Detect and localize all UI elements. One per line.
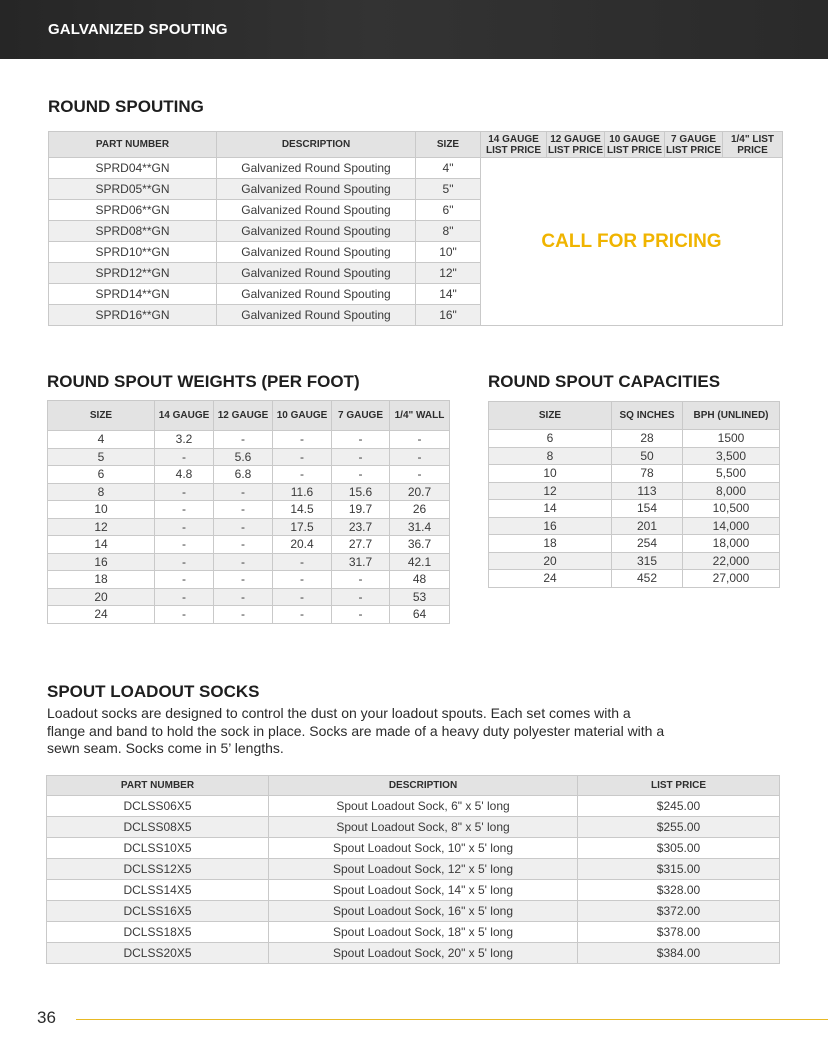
gauge-7-cell: - (332, 448, 390, 466)
size-cell: 16 (48, 553, 155, 571)
table-row (48, 553, 450, 571)
table-row (489, 517, 780, 535)
gauge-10-cell: - (273, 588, 332, 606)
description-cell: Spout Loadout Sock, 8" x 5' long (269, 817, 578, 838)
bph-cell: 1500 (683, 430, 780, 448)
gauge-7-cell: 31.7 (332, 553, 390, 571)
bph-cell: 18,000 (683, 535, 780, 553)
description-cell: Spout Loadout Sock, 20" x 5' long (269, 943, 578, 964)
socks-header-row (47, 776, 780, 796)
gauge-7-cell: 27.7 (332, 536, 390, 554)
table-row (47, 859, 780, 880)
bph-cell: 5,500 (683, 465, 780, 483)
gauge-14-cell: 4.8 (155, 466, 214, 484)
description-cell: Spout Loadout Sock, 12" x 5' long (269, 859, 578, 880)
gauge-7-cell: 19.7 (332, 501, 390, 519)
sq-inches-cell: 28 (612, 430, 683, 448)
gauge-14-cell: 3.2 (155, 431, 214, 449)
table-row (48, 606, 450, 624)
col-sq-inches: SQ INCHES (612, 402, 683, 430)
quarter-wall-cell: 20.7 (390, 483, 450, 501)
gauge-10-cell: - (273, 606, 332, 624)
description-cell: Galvanized Round Spouting (217, 221, 416, 242)
bph-cell: 8,000 (683, 482, 780, 500)
call-for-pricing: CALL FOR PRICING (481, 158, 783, 326)
capacities-title: ROUND SPOUT CAPACITIES (488, 372, 721, 391)
list-price-cell: $255.00 (578, 817, 780, 838)
size-cell: 8 (48, 483, 155, 501)
capacities-header-row (489, 402, 780, 430)
size-cell: 18 (48, 571, 155, 589)
gauge-7-cell: 15.6 (332, 483, 390, 501)
size-cell: 14 (489, 500, 612, 518)
gauge-14-cell: - (155, 553, 214, 571)
gauge-12-cell: - (214, 553, 273, 571)
socks-description: Loadout socks are designed to control the dust on your loadout spouts. Each set comes with a flange and band to hold the sock in place. Socks are made of a heavy duty polyester material with a sewn seam. Socks come in 5’ lengths. (47, 705, 665, 756)
size-cell: 14" (416, 284, 481, 305)
col-quarter-inch-wall: 1/4" WALL (390, 401, 450, 431)
gauge-12-cell: - (214, 571, 273, 589)
table-row (489, 465, 780, 483)
col-size: SIZE (489, 402, 612, 430)
table-row (489, 570, 780, 588)
description-cell: Galvanized Round Spouting (217, 242, 416, 263)
table-row (47, 922, 780, 943)
col-12-gauge: 12 GAUGE (214, 401, 273, 431)
gauge-14-cell: - (155, 536, 214, 554)
size-cell: 10" (416, 242, 481, 263)
part-number-cell: DCLSS20X5 (47, 943, 269, 964)
gauge-14-cell: - (155, 588, 214, 606)
part-number-cell: SPRD08**GN (49, 221, 217, 242)
gauge-10-cell: 17.5 (273, 518, 332, 536)
size-cell: 5" (416, 179, 481, 200)
col-10-gauge: 10 GAUGE (273, 401, 332, 431)
size-cell: 6 (489, 430, 612, 448)
list-price-cell: $378.00 (578, 922, 780, 943)
size-cell: 8 (489, 447, 612, 465)
gauge-7-cell: - (332, 431, 390, 449)
col-description: DESCRIPTION (269, 776, 578, 796)
sq-inches-cell: 113 (612, 482, 683, 500)
table-row (48, 571, 450, 589)
gauge-7-cell: - (332, 606, 390, 624)
table-row (47, 943, 780, 964)
sq-inches-cell: 452 (612, 570, 683, 588)
col-14-gauge: 14 GAUGE (155, 401, 214, 431)
list-price-cell: $372.00 (578, 901, 780, 922)
bph-cell: 22,000 (683, 552, 780, 570)
size-cell: 8" (416, 221, 481, 242)
quarter-wall-cell: - (390, 466, 450, 484)
weights-table (47, 400, 450, 624)
size-cell: 24 (489, 570, 612, 588)
description-cell: Galvanized Round Spouting (217, 179, 416, 200)
round-spouting-header-row (49, 132, 783, 158)
part-number-cell: SPRD12**GN (49, 263, 217, 284)
gauge-7-cell: 23.7 (332, 518, 390, 536)
col-12-gauge-price: 12 GAUGE LIST PRICE (547, 133, 603, 156)
gauge-7-cell: - (332, 571, 390, 589)
socks-title: SPOUT LOADOUT SOCKS (47, 682, 260, 701)
description-cell: Galvanized Round Spouting (217, 263, 416, 284)
gauge-12-cell: - (214, 536, 273, 554)
gauge-14-cell: - (155, 606, 214, 624)
part-number-cell: SPRD06**GN (49, 200, 217, 221)
part-number-cell: SPRD10**GN (49, 242, 217, 263)
col-description: DESCRIPTION (217, 132, 416, 158)
table-row (47, 796, 780, 817)
size-cell: 10 (489, 465, 612, 483)
description-cell: Spout Loadout Sock, 16" x 5' long (269, 901, 578, 922)
description-cell: Spout Loadout Sock, 14" x 5' long (269, 880, 578, 901)
col-size: SIZE (48, 401, 155, 431)
sq-inches-cell: 315 (612, 552, 683, 570)
bph-cell: 27,000 (683, 570, 780, 588)
description-cell: Galvanized Round Spouting (217, 158, 416, 179)
quarter-wall-cell: 42.1 (390, 553, 450, 571)
part-number-cell: DCLSS16X5 (47, 901, 269, 922)
size-cell: 4 (48, 431, 155, 449)
col-part-number: PART NUMBER (49, 132, 217, 158)
col-10-gauge-price: 10 GAUGE LIST PRICE (605, 132, 665, 158)
table-row (489, 447, 780, 465)
sq-inches-cell: 50 (612, 447, 683, 465)
quarter-wall-cell: - (390, 448, 450, 466)
table-row (489, 430, 780, 448)
gauge-7-cell: - (332, 588, 390, 606)
table-row (47, 838, 780, 859)
page-header-title: GALVANIZED SPOUTING (48, 21, 228, 38)
table-row (489, 552, 780, 570)
table-row (48, 448, 450, 466)
round-spouting-table (48, 131, 783, 326)
table-row (47, 901, 780, 922)
capacities-table (488, 401, 780, 588)
size-cell: 6 (48, 466, 155, 484)
part-number-cell: SPRD14**GN (49, 284, 217, 305)
description-cell: Spout Loadout Sock, 6" x 5' long (269, 796, 578, 817)
description-cell: Galvanized Round Spouting (217, 305, 416, 326)
sq-inches-cell: 254 (612, 535, 683, 553)
list-price-cell: $305.00 (578, 838, 780, 859)
weights-header-row (48, 401, 450, 431)
size-cell: 12 (48, 518, 155, 536)
table-row (48, 588, 450, 606)
gauge-10-cell: - (273, 571, 332, 589)
sq-inches-cell: 78 (612, 465, 683, 483)
table-row (48, 518, 450, 536)
bph-cell: 14,000 (683, 517, 780, 535)
quarter-wall-cell: 36.7 (390, 536, 450, 554)
col-part-number: PART NUMBER (47, 776, 269, 796)
gauge-14-cell: - (155, 448, 214, 466)
socks-table (46, 775, 780, 964)
gauge-12-cell: 5.6 (214, 448, 273, 466)
sq-inches-cell: 201 (612, 517, 683, 535)
list-price-cell: $328.00 (578, 880, 780, 901)
size-cell: 16" (416, 305, 481, 326)
table-row (47, 817, 780, 838)
description-cell: Galvanized Round Spouting (217, 200, 416, 221)
gauge-12-cell: - (214, 483, 273, 501)
quarter-wall-cell: - (390, 431, 450, 449)
quarter-wall-cell: 48 (390, 571, 450, 589)
description-cell: Galvanized Round Spouting (217, 284, 416, 305)
part-number-cell: SPRD16**GN (49, 305, 217, 326)
gauge-12-cell: 6.8 (214, 466, 273, 484)
gauge-10-cell: 14.5 (273, 501, 332, 519)
gauge-10-cell: 20.4 (273, 536, 332, 554)
size-cell: 12" (416, 263, 481, 284)
col-quarter-inch-price: 1/4" LIST PRICE (723, 132, 783, 158)
size-cell: 14 (48, 536, 155, 554)
list-price-cell: $245.00 (578, 796, 780, 817)
quarter-wall-cell: 31.4 (390, 518, 450, 536)
table-row (48, 483, 450, 501)
size-cell: 24 (48, 606, 155, 624)
round-spouting-title: ROUND SPOUTING (48, 97, 204, 116)
part-number-cell: SPRD04**GN (49, 158, 217, 179)
col-list-price: LIST PRICE (578, 776, 780, 796)
table-row (48, 536, 450, 554)
gauge-7-cell: - (332, 466, 390, 484)
gauge-10-cell: - (273, 448, 332, 466)
col-7-gauge: 7 GAUGE (332, 401, 390, 431)
part-number-cell: SPRD05**GN (49, 179, 217, 200)
size-cell: 4" (416, 158, 481, 179)
gauge-12-cell: - (214, 606, 273, 624)
gauge-14-cell: - (155, 483, 214, 501)
bph-cell: 3,500 (683, 447, 780, 465)
part-number-cell: DCLSS08X5 (47, 817, 269, 838)
size-cell: 20 (48, 588, 155, 606)
size-cell: 18 (489, 535, 612, 553)
part-number-cell: DCLSS14X5 (47, 880, 269, 901)
description-cell: Spout Loadout Sock, 10" x 5' long (269, 838, 578, 859)
part-number-cell: DCLSS18X5 (47, 922, 269, 943)
gauge-12-cell: - (214, 588, 273, 606)
size-cell: 12 (489, 482, 612, 500)
gauge-14-cell: - (155, 518, 214, 536)
quarter-wall-cell: 53 (390, 588, 450, 606)
gauge-14-cell: - (155, 571, 214, 589)
table-row (489, 500, 780, 518)
size-cell: 6" (416, 200, 481, 221)
sq-inches-cell: 154 (612, 500, 683, 518)
page-header-bar (0, 0, 828, 59)
table-row (47, 880, 780, 901)
part-number-cell: DCLSS06X5 (47, 796, 269, 817)
table-row (48, 501, 450, 519)
part-number-cell: DCLSS12X5 (47, 859, 269, 880)
quarter-wall-cell: 64 (390, 606, 450, 624)
gauge-10-cell: 11.6 (273, 483, 332, 501)
table-row (489, 535, 780, 553)
col-size: SIZE (416, 132, 481, 158)
col-bph-unlined: BPH (UNLINED) (683, 402, 780, 430)
gauge-12-cell: - (214, 501, 273, 519)
table-row (48, 466, 450, 484)
bph-cell: 10,500 (683, 500, 780, 518)
table-row (489, 482, 780, 500)
col-7-gauge-price: 7 GAUGE LIST PRICE (665, 133, 721, 156)
quarter-wall-cell: 26 (390, 501, 450, 519)
col-14-gauge-price: 14 GAUGE LIST PRICE (481, 132, 547, 158)
weights-title: ROUND SPOUT WEIGHTS (PER FOOT) (47, 372, 360, 391)
gauge-10-cell: - (273, 553, 332, 571)
size-cell: 5 (48, 448, 155, 466)
list-price-cell: $315.00 (578, 859, 780, 880)
table-row (49, 158, 783, 179)
size-cell: 16 (489, 517, 612, 535)
footer-rule (76, 1019, 828, 1020)
size-cell: 20 (489, 552, 612, 570)
gauge-12-cell: - (214, 518, 273, 536)
gauge-14-cell: - (155, 501, 214, 519)
gauge-10-cell: - (273, 431, 332, 449)
size-cell: 10 (48, 501, 155, 519)
part-number-cell: DCLSS10X5 (47, 838, 269, 859)
table-row (48, 431, 450, 449)
list-price-cell: $384.00 (578, 943, 780, 964)
gauge-12-cell: - (214, 431, 273, 449)
page-number: 36 (37, 1008, 56, 1027)
description-cell: Spout Loadout Sock, 18" x 5' long (269, 922, 578, 943)
gauge-10-cell: - (273, 466, 332, 484)
